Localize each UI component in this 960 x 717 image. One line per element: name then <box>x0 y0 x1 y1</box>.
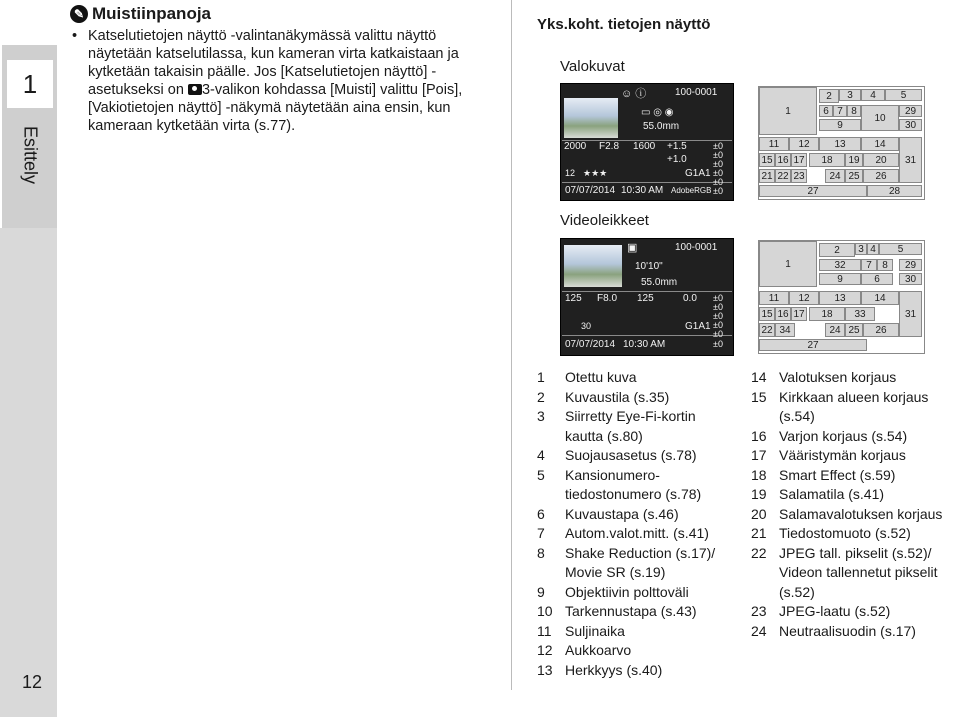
legend-item: 13 Herkkyys (s.40) <box>537 661 663 678</box>
frame-rate: 30 <box>581 321 592 331</box>
legend-item: 22 JPEG tall. pikselit (s.52)/ Videon tallennetut pikselit (s.52) <box>751 544 938 600</box>
captured-image <box>564 98 618 138</box>
section-title: Yks.koht. tietojen näyttö <box>537 16 711 33</box>
chapter-number: 1 <box>7 60 53 108</box>
legend-item: 18 Smart Effect (s.59) <box>751 466 896 483</box>
legend-item: 19 Salamatila (s.41) <box>751 486 885 502</box>
movie-mode-icon: ▣ <box>627 242 638 254</box>
shutter-speed: 2000 <box>564 141 587 152</box>
memo-heading <box>70 4 211 24</box>
legend-item: 24 Neutraalisuodin (s.17) <box>751 622 916 639</box>
movie-info-screen: ▣ 100-0001 10'10" 55.0mm 125 F8.0 125 0.0 30 G1A1 07/07/2014 10:30 AM ±0 ±0 ±0 ±0 ±0 ±0 <box>560 238 734 356</box>
chapter-name: Esittely <box>20 125 41 185</box>
legend-item: 5 Kansionumero-tiedostonumero (s.78) <box>537 466 702 502</box>
white-balance: G1A1 <box>685 321 711 332</box>
legend-left <box>537 368 737 680</box>
drive-icon: ▭ ◎ ◉ <box>641 107 674 118</box>
captured-image <box>564 245 622 287</box>
legend-item: 4 Suojausasetus (s.78) <box>537 447 697 463</box>
camera-icon <box>188 84 202 95</box>
legend-item: 2 Kuvaustila (s.35) <box>537 388 670 405</box>
flash-ev: +1.0 <box>667 154 687 165</box>
legend-item: 11 Suljinaika <box>537 622 625 639</box>
white-balance: G1A1 <box>685 168 711 179</box>
legend-item: 10 Tarkennustapa (s.43) <box>537 603 697 619</box>
time: 10:30 AM <box>621 185 664 196</box>
time: 10:30 AM <box>623 339 666 350</box>
still-layout-diagram: 1 2 3 4 5 6 7 8 10 29 9 30 11 12 13 14 15 16 17 18 19 20 31 21 22 23 24 25 26 27 28 <box>758 86 925 200</box>
legend-item: 6 Kuvaustapa (s.46) <box>537 505 679 522</box>
aperture: F8.0 <box>597 293 618 304</box>
legend-item: 8 Shake Reduction (s.17)/ Movie SR (s.19) <box>537 544 716 580</box>
memo-bullet: • Katselutietojen näyttö -valintanäkymässä valittu näyttö näytetään katselutilassa, kun kameran virta katkaistaan ja kytketään takaisin päälle. Jos [Katselutietojen näyttö] -asetukseksi on 3-valikon kohdassa [Muisti] valittu [Pois], [Vakiotietojen näyttö] -näkymä näytetään aina ensin, kun kameraan kytketään virta (s.77). <box>72 27 477 135</box>
legend-item: 15 Kirkkaan alueen korjaus (s.54) <box>751 388 929 424</box>
memo-title: Muistiinpanoja <box>92 4 211 23</box>
movie-layout-diagram: 1 2 3 4 5 32 7 8 29 9 6 30 11 12 13 14 15 16 17 18 33 31 22 34 24 25 26 27 <box>758 240 925 354</box>
movie-label: Videoleikkeet <box>560 212 649 229</box>
legend-item: 9 Objektiivin polttoväli <box>537 583 689 600</box>
legend-item: 12 Aukkoarvo <box>537 642 632 658</box>
legend-item: 23 JPEG-laatu (s.52) <box>751 603 891 619</box>
date: 07/07/2014 <box>565 185 616 196</box>
mode-icon: ☺ ⓘ <box>621 88 647 100</box>
iso: 125 <box>637 293 654 304</box>
memo-body <box>72 27 477 135</box>
folder-number: 100-0001 <box>675 87 718 98</box>
shutter-speed: 125 <box>565 293 582 304</box>
legend-item: 21 Tiedostomuoto (s.52) <box>751 525 911 541</box>
focal-length: 55.0mm <box>641 277 678 288</box>
legend-item: 14 Valotuksen korjaus <box>751 369 897 385</box>
column-divider <box>511 0 512 690</box>
memo-pencil-icon: ✎ <box>70 5 88 23</box>
legend-item: 1 Otettu kuva <box>537 369 637 385</box>
still-info-screen: ☺ ⓘ 100-0001 ▭ ◎ ◉ 55.0mm 2000 F2.8 1600 +1.5 +1.0 12 ★★★ G1A1 07/07/2014 10:30 AM AdobeRGB ±0 ±0 ±0 ±0 ±0 ±0 <box>560 83 734 201</box>
color-space: AdobeRGB <box>671 186 712 195</box>
page-number: 12 <box>22 672 43 692</box>
legend-item: 7 Autom.valot.mitt. (s.41) <box>537 525 709 541</box>
still-label: Valokuvat <box>560 58 625 75</box>
legend-item: 20 Salamavalotuksen korjaus <box>751 505 943 522</box>
iso: 1600 <box>633 141 656 152</box>
legend-item: 3 Siirretty Eye-Fi-kortin kautta (s.80) <box>537 408 696 444</box>
legend-item: 17 Vääristymän korjaus <box>751 447 906 463</box>
rating: ★★★ <box>583 168 608 178</box>
ev-comp: +1.5 <box>667 141 687 152</box>
ev-comp: 0.0 <box>683 293 697 304</box>
focal-length: 55.0mm <box>643 121 680 132</box>
aperture: F2.8 <box>599 141 620 152</box>
movie-length: 10'10" <box>635 261 663 272</box>
quality: 12 <box>565 168 576 178</box>
date: 07/07/2014 <box>565 339 616 350</box>
legend-right <box>751 368 956 641</box>
legend-item: 16 Varjon korjaus (s.54) <box>751 427 908 444</box>
folder-number: 100-0001 <box>675 242 718 253</box>
